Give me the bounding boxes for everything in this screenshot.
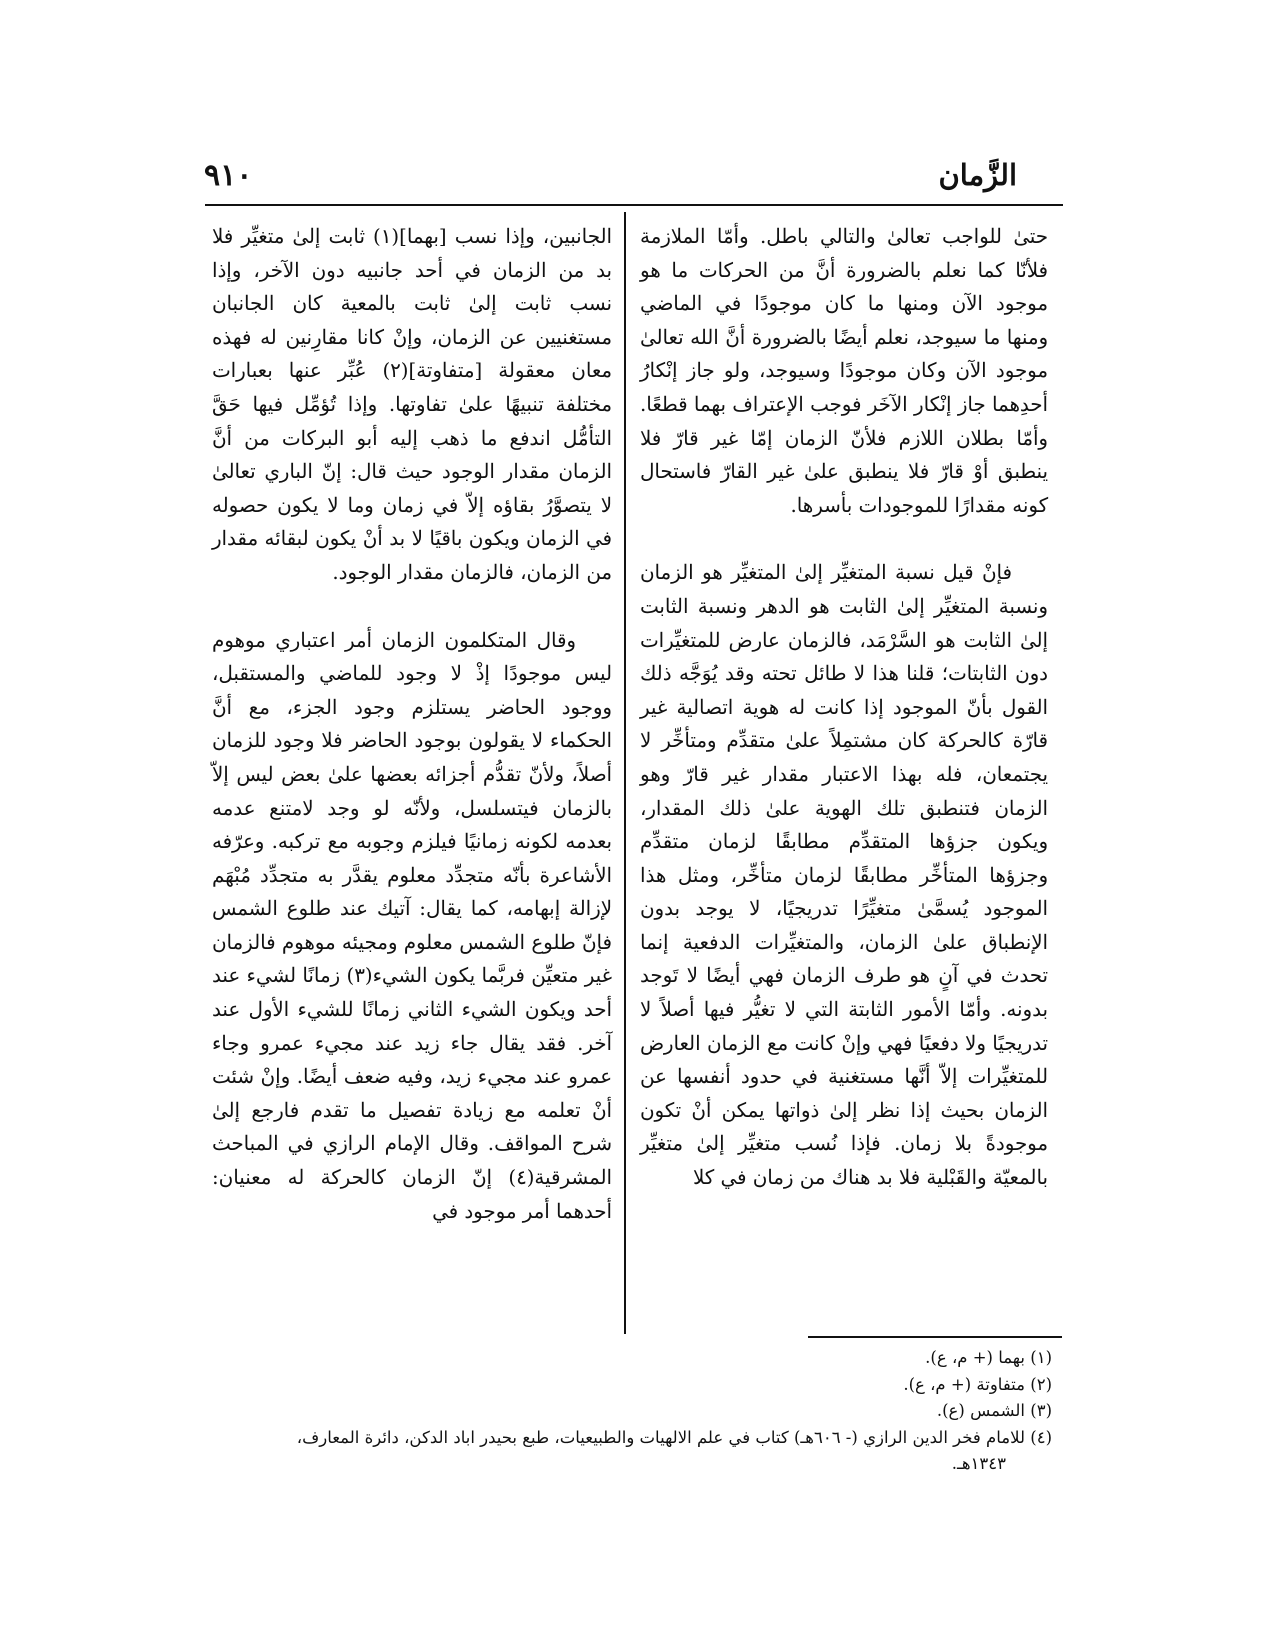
footnote-4-continuation: ١٣٤٣هـ. <box>951 1454 1006 1473</box>
right-paragraph-2-text: فإنْ قيل نسبة المتغيِّر إلىٰ المتغيِّر هو الزمان ونسبة المتغيِّر إلىٰ الثابت هو الدهر ونسبة الثابت إلىٰ الثابت هو السَّرْمَد، فالزمان عارض للمتغيِّرات دون الثابتات؛ قلنا هذا لا طائل تحته وقد يُوَجَّه ذلك القول بأنّ الموجود إذا كانت له هوية اتصالية غير قارّة كالحركة كان مشتمِلاً علىٰ متقدِّم ومتأخِّر لا يجتمعان، فله بهذا الاعتبار مقدار غير قارّ وهو الزمان فتنطبق تلك الهوية علىٰ ذلك المقدار، ويكون جزؤها المتقدِّم مطابقًا لزمان متقدِّم وجزؤها المتأخِّر مطابقًا لزمان متأخِّر، ومثل هذا الموجود يُسمَّىٰ متغيِّرًا تدريجيًا، لا يوجد بدون الإنطباق علىٰ الزمان، والمتغيِّرات الدفعية إنما تحدث في آنٍ هو طرف الزمان فهي أيضًا لا تَوجد بدونه. وأمّا الأمور الثابتة التي لا تغيُّر فيها أصلاً لا تدريجيًا ولا دفعيًا فهي وإنْ كانت مع الزمان العارض للمتغيِّرات إلاّ أنَّها مستغنية في حدود أنفسها عن الزمان بحيث إذا نظر إلىٰ ذواتها يمكن أنْ تكون موجودةً بلا زمان. فإذا نُسب متغيِّر إلىٰ متغيِّر بالمعيّة والقَبْلية فلا بد هناك من زمان في كلا <box>640 561 1048 1190</box>
left-column <box>212 220 612 1228</box>
header-rule <box>205 204 1063 206</box>
footnote-3: (٣) الشمس (ع). <box>936 1401 1052 1420</box>
footnote-rule <box>808 1336 1062 1338</box>
page-number: ٩١٠ <box>204 158 253 193</box>
footnotes <box>212 1345 1052 1478</box>
footnote-1: (١) بهما (+ م، ع). <box>925 1348 1052 1367</box>
left-paragraph-1: الجانبين، وإذا نسب [بهما](١) ثابت إلىٰ متغيِّر فلا بد من الزمان في أحد جانبيه دون الآخر، وإذا نسب ثابت إلىٰ ثابت بالمعية كان الجانبان مستغنيين عن الزمان، وإنْ كانا مقارِنين له فهذه معان معقولة [متفاوتة](٢) عُبِّر عنها بعبارات مختلفة تنبيهًا علىٰ تفاوتها. وإذا تُؤمِّل فيها حَقَّ التأمُّل اندفع ما ذهب إليه أبو البركات من أنَّ الزمان مقدار الوجود حيث قال: إنّ الباري تعالىٰ لا يتصوَّرُ بقاؤه إلاّ في زمان وما لا يكون حصوله في الزمان ويكون باقيًا لا بد أنْ يكون لبقائه مقدار من الزمان، فالزمان مقدار الوجود. <box>212 225 612 584</box>
page-title: الزَّمان <box>938 158 1017 192</box>
footnote-2: (٢) متفاوتة (+ م، ع). <box>903 1374 1052 1394</box>
left-paragraph-2-text: وقال المتكلمون الزمان أمر اعتباري موهوم ليس موجودًا إذْ لا وجود للماضي والمستقبل، ووجود الحاضر يستلزم وجود الجزء، مع أنَّ الحكماء لا يقولون بوجود الحاضر فلا وجود للزمان أصلاً، ولأنّ تقدُّم أجزائه بعضها علىٰ بعض ليس إلاّ بالزمان فيتسلسل، ولأنّه لو وجد لامتنع عدمه بعدمه لكونه زمانيًا فيلزم وجوبه مع تركبه. وعرّفه الأشاعرة بأنّه متجدِّد معلوم يقدَّر به متجدِّد مُبْهَم لإزالة إبهامه، كما يقال: آتيك عند طلوع الشمس فإنّ طلوع الشمس معلوم ومجيئه موهوم فالزمان غير متعيِّن فربَّما يكون الشيء(٣) زمانًا لشيء عند أحد ويكون الشيء الثاني زمانًا للشيء الأول عند آخر. فقد يقال جاء زيد عند مجيء عمرو وجاء عمرو عند مجيء زيد، وفيه ضعف أيضًا. وإنْ شئت أنْ تعلمه مع زيادة تفصيل ما تقدم فارجع إلىٰ شرح المواقف. وقال الإمام الرازي في المباحث المشرقية(٤) إنّ الزمان كالحركة له معنيان: أحدهما أمر موجود في <box>212 628 612 1223</box>
column-divider <box>624 212 626 1334</box>
footnote-4: (٤) للامام فخر الدين الرازي (- ٦٠٦هـ) كتاب في علم الالهيات والطبيعيات، طبع بحيدر اباد الدكن، دائرة المعارف، <box>296 1427 1052 1447</box>
right-paragraph-2 <box>640 556 1048 1194</box>
right-paragraph-1: حتىٰ للواجب تعالىٰ والتالي باطل. وأمّا الملازمة فلأنّا كما نعلم بالضرورة أنَّ من الحركات ما هو موجود الآن ومنها ما كان موجودًا في الماضي ومنها ما سيوجد، نعلم أيضًا بالضرورة أنَّ الله تعالىٰ موجود الآن وكان موجودًا وسيوجد، ولو جاز إنْكارُ أحدِهما جاز إنْكار الآخَر فوجب الإعتراف بهما قطعًا. وأمّا بطلان اللازم فلأنّ الزمان إمّا غير قارّ فلا ينطبق أوْ قارّ فلا ينطبق علىٰ غير القارّ فاستحال كونه مقدارًا للموجودات بأسرها. <box>640 225 1048 517</box>
left-paragraph-2 <box>212 624 612 1229</box>
right-column <box>640 220 1048 1195</box>
